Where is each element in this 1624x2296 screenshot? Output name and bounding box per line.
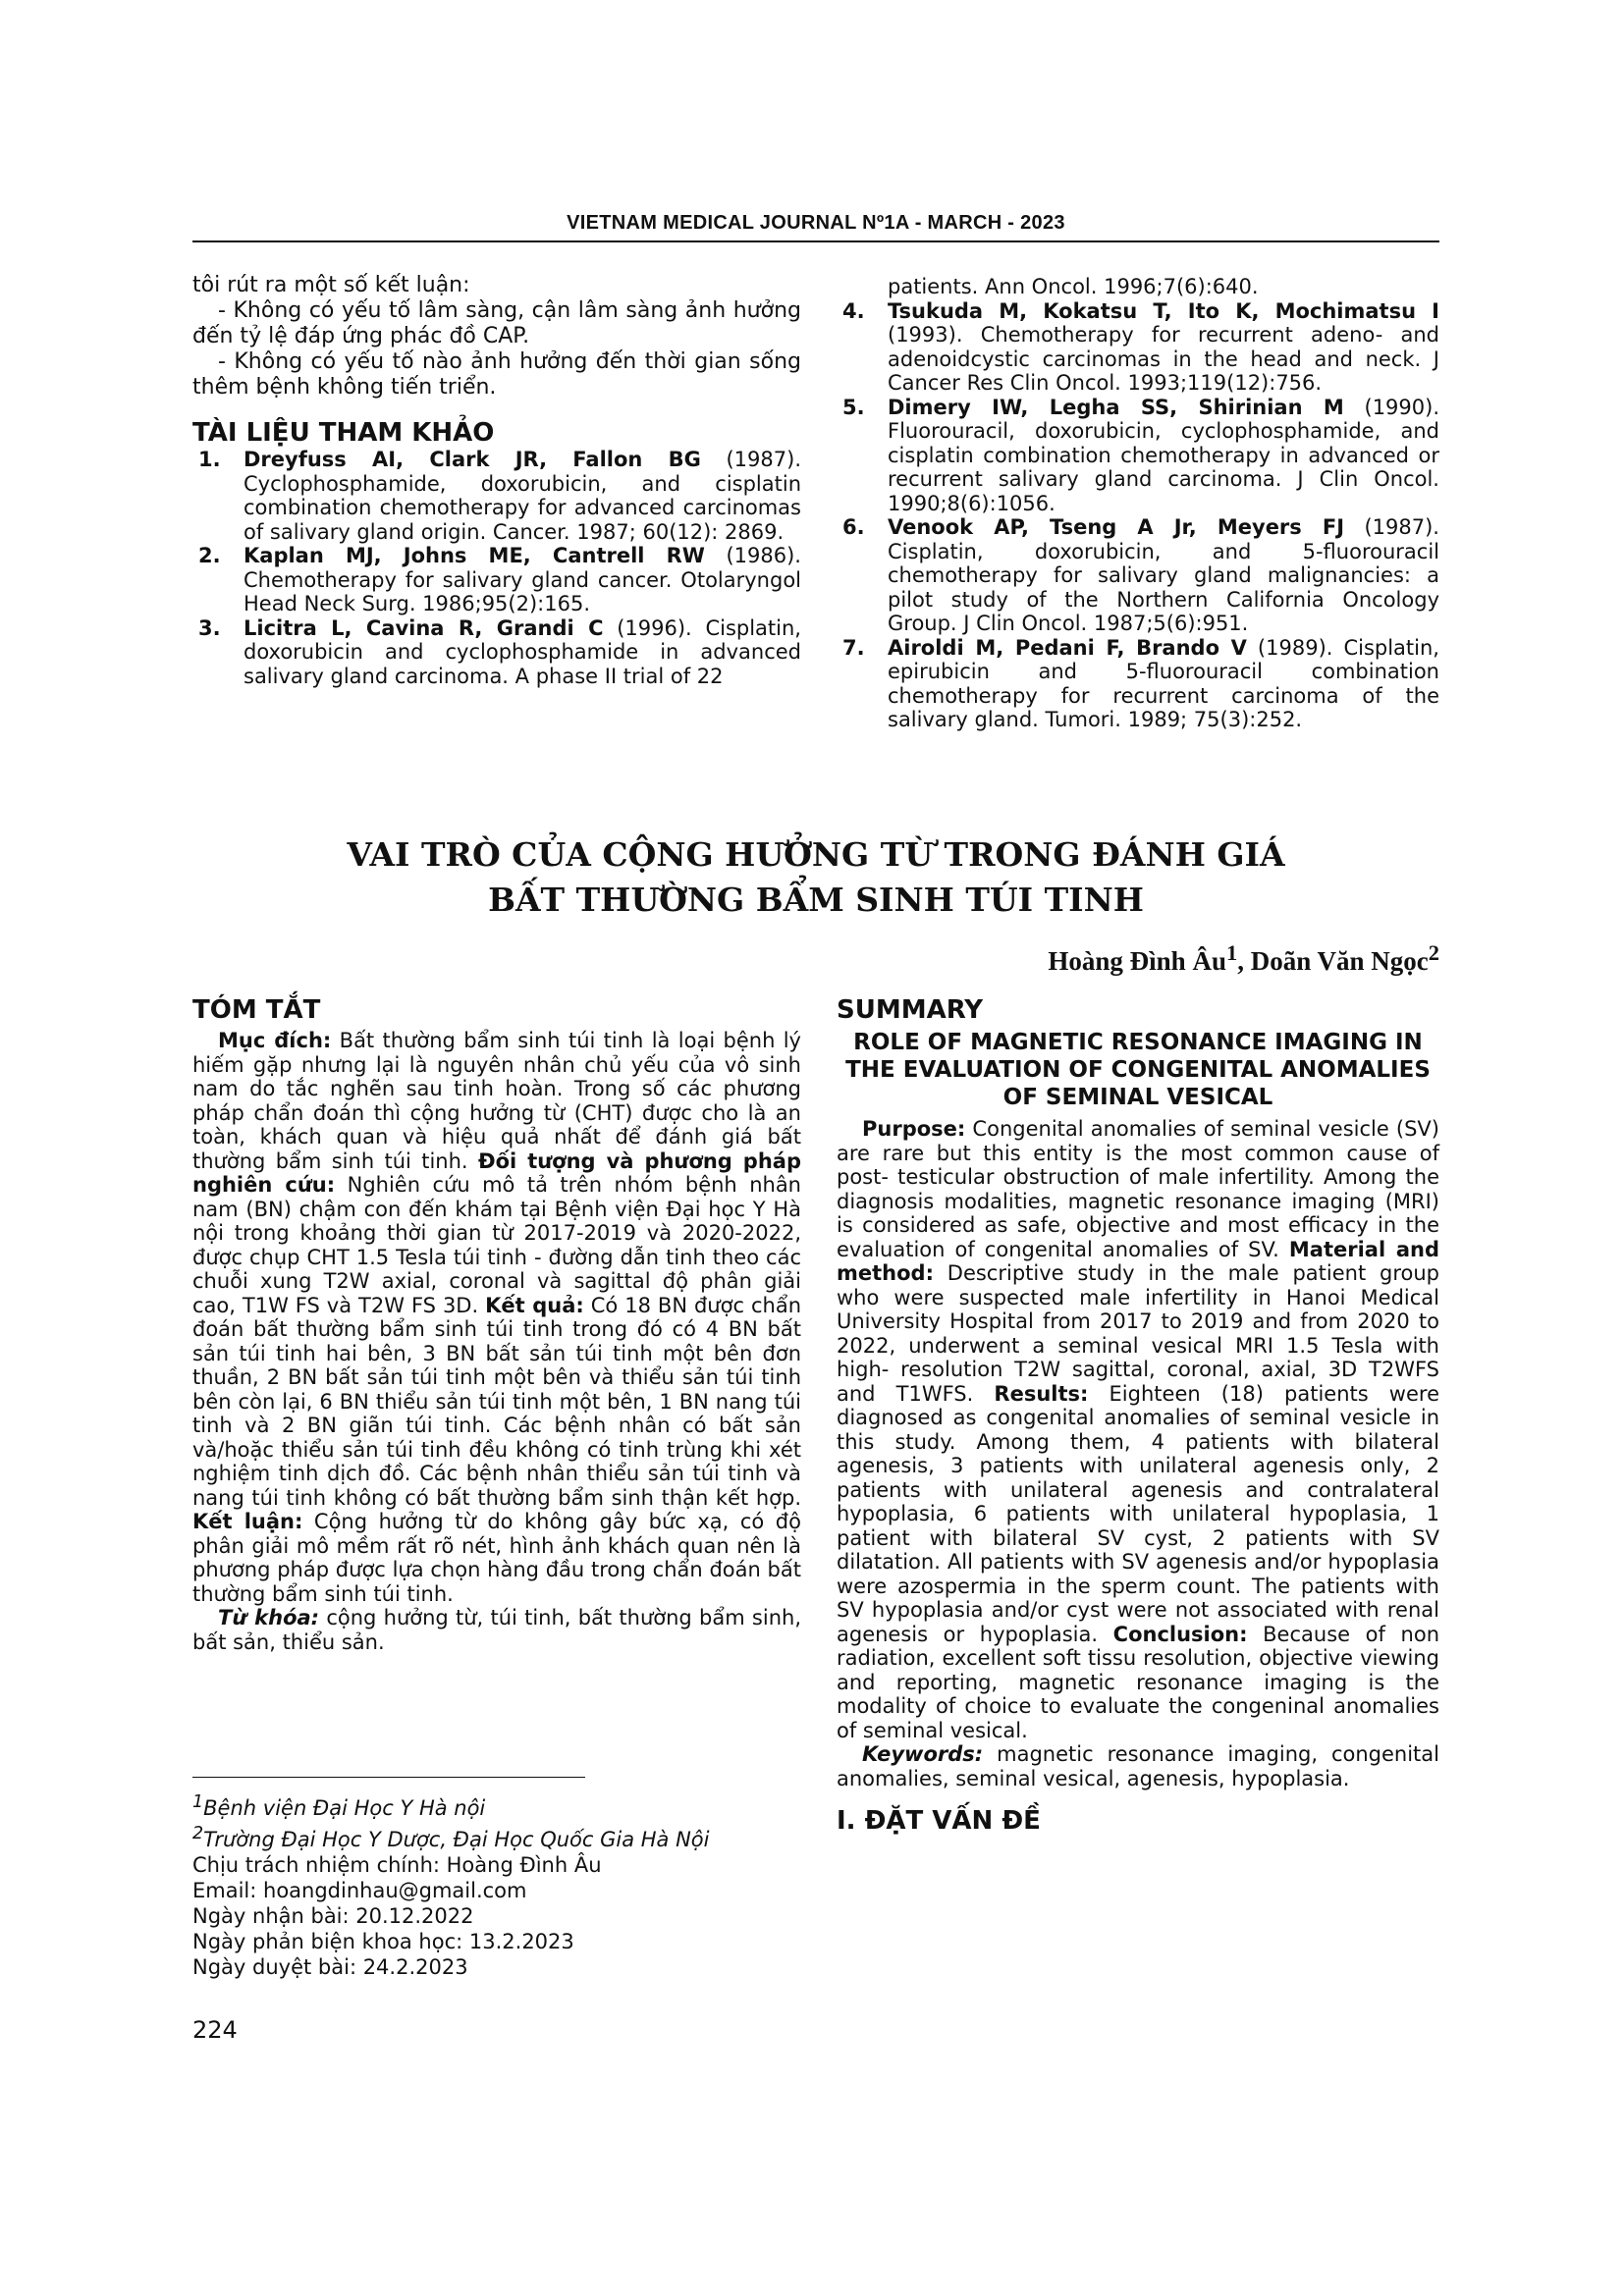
- journal-header: VIETNAM MEDICAL JOURNAL Nº1A - MARCH - 2023: [567, 212, 1065, 234]
- footnote-rule: [192, 1777, 585, 1778]
- reference-item: 7. Airoldi M, Pedani F, Brando V (1989). Cisplatin, epirubicin and 5-fluorouracil combination chemotherapy for recurrent carcinoma of the salivary gland. Tumori. 1989; 75(3):252.: [842, 635, 1439, 731]
- page-number: 224: [192, 2016, 238, 2044]
- conclusion-bullet-1: - Không có yếu tố lâm sàng, cận lâm sàng ảnh hưởng đến tỷ lệ đáp ứng phác đồ CAP.: [192, 298, 801, 348]
- date-received: Ngày nhận bài: 20.12.2022: [192, 1904, 474, 1928]
- reference-item: 4. Tsukuda M, Kokatsu T, Ito K, Mochimatsu I (1993). Chemotherapy for recurrent adeno- and adenoidcystic carcinomas in the head and neck. J Cancer Res Clin Oncol. 1993;119(12):756.: [842, 298, 1439, 395]
- summary-english: [837, 995, 1439, 1836]
- summary-body: Purpose: Congenital anomalies of seminal vesicle (SV) are rare but this entity is the most common cause of post- testicular obstruction of male infertility. Among the diagnosis modalities, magnetic resonance imaging (MRI) is considered as safe, objective and most efficacy in the evaluation of congenital anomalies of SV. Material and method: Descriptive study in the male patient group who were suspected male infertility in Hanoi Medical University Hospital from 2017 to 2019 and from 2020 to 2022, underwent a seminal vesical MRI 1.5 Tesla with high- resolution T2W sagittal, coronal, axial, 3D T2WFS and T1WFS. Results: Eighteen (18) patients were diagnosed as congenital anomalies of seminal vesicle in this study. Among them, 4 patients with bilateral agenesis, 3 patients with unilateral agenesis only, 2 patients with unilateral agenesis and contralateral hypoplasia, 6 patients with unilateral hypoplasia, 1 patient with bilateral SV cyst, 2 patients with SV dilatation. All patients with SV agenesis and/or hypoplasia were azospermia in the sperm count. The patients with SV hypoplasia and/or cyst were not associated with renal agenesis or hypoplasia. Conclusion: Because of non radiation, excellent soft tissu resolution, objective viewing and reporting, magnetic resonance imaging is the modality of choice to evaluate the congeninal anomalies of seminal vesical.: [837, 1117, 1439, 1742]
- summary-keywords: Keywords: magnetic resonance imaging, congenital anomalies, seminal vesical, agenesis, hypoplasia.: [837, 1742, 1439, 1790]
- reference-item: 2. Kaplan MJ, Johns ME, Cantrell RW (1986). Chemotherapy for salivary gland cancer. Otolaryngol Head Neck Surg. 1986;95(2):165.: [198, 544, 801, 615]
- abstract-body: Mục đích: Bất thường bẩm sinh túi tinh là loại bệnh lý hiếm gặp nhưng lại là nguyên nhân chủ yếu của vô sinh nam do tắc nghẽn sau tinh hoàn. Trong số các phương pháp chẩn đoán thì cộng hưởng từ (CHT) được cho là an toàn, khách quan và hiệu quả nhất để đánh giá bất thường bẩm sinh túi tinh. Đối tượng và phương pháp nghiên cứu: Nghiên cứu mô tả trên nhóm bệnh nhân nam (BN) chậm con đến khám tại Bệnh viện Đại học Y Hà nội trong khoảng thời gian từ 2017-2019 và 2020-2022, được chụp CHT 1.5 Tesla túi tinh - đường dẫn tinh theo các chuỗi xung T2W axial, coronal và sagittal độ phân giải cao, T1W FS và T2W FS 3D. Kết quả: Có 18 BN được chẩn đoán bất thường bẩm sinh túi tinh trong đó có 4 BN bất sản túi tinh hai bên, 3 BN bất sản túi tinh một bên đơn thuần, 2 BN bất sản túi tinh một bên và thiểu sản túi tinh bên còn lại, 6 BN thiểu sản túi tinh một bên, 1 BN nang túi tinh và 2 BN giãn túi tinh. Các bệnh nhân có bất sản và/hoặc thiểu sản túi tinh đều không có tinh trùng khi xét nghiệm tinh dịch đồ. Các bệnh nhân thiểu sản túi tinh và nang túi tinh không có bất thường bẩm sinh thận kết hợp. Kết luận: Cộng hưởng từ do không gây bức xạ, có độ phân giải mô mềm rất rõ nét, hình ảnh khách quan nên là phương pháp được lựa chọn hàng đầu trong chẩn đoán bất thường bẩm sinh túi tinh.: [192, 1029, 801, 1606]
- affiliation-2: $^2$Trường Đại Học Y Dược, Đại Học Quốc Gia Hà Nội: [192, 1824, 710, 1851]
- abstract-vietnamese: [192, 995, 801, 1654]
- date-accepted: Ngày duyệt bài: 24.2.2023: [192, 1955, 468, 1979]
- header-rule: [192, 240, 1439, 242]
- article-title: [192, 832, 1439, 923]
- section-1-heading: I. ĐẶT VẤN ĐỀ: [837, 1806, 1041, 1836]
- reference-item: 6. Venook AP, Tseng A Jr, Meyers FJ (1987). Cisplatin, doxorubicin, and 5-fluorouracil chemotherapy for salivary gland malignancies: a pilot study of the Northern California Oncology Group. J Clin Oncol. 1987;5(6):951.: [842, 515, 1439, 635]
- reference-item: 3. Licitra L, Cavina R, Grandi C (1996). Cisplatin, doxorubicin and cyclophosphamide in advanced salivary gland carcinoma. A phase II trial of 22: [198, 615, 801, 688]
- reference-item: 5. Dimery IW, Legha SS, Shirinian M (1990). Fluorouracil, doxorubicin, cyclophosphamide, and cisplatin combination chemotherapy in advanced or recurrent salivary gland carcinoma. J Clin Oncol. 1990;8(6):1056.: [842, 395, 1440, 515]
- abstract-keywords: Từ khóa: cộng hưởng từ, túi tinh, bất thường bẩm sinh, bất sản, thiểu sản.: [192, 1606, 802, 1654]
- article-authors: Hoàng Đình $Âu^1$, Doãn Văn Ngọc$^2$: [1048, 940, 1439, 976]
- references-heading: TÀI LIỆU THAM KHẢO: [192, 418, 495, 448]
- summary-title: ROLE OF MAGNETIC RESONANCE IMAGING IN THE EVALUATION OF CONGENITAL ANOMALIES OF SEMINAL VESICAL: [845, 1030, 1431, 1110]
- previous-article-left-column: [192, 273, 801, 688]
- abstract-heading: TÓM TẮT: [192, 995, 321, 1025]
- corresponding-author: Chịu trách nhiệm chính: Hoàng Đình Âu: [192, 1853, 602, 1877]
- conclusion-intro: tôi rút ra một số kết luận:: [192, 273, 470, 297]
- affiliation-1: $^1$Bệnh viện Đại Học Y Hà nội: [192, 1792, 486, 1820]
- article-title-line-2: BẤT THƯỜNG BẨM SINH TÚI TINH: [488, 881, 1144, 919]
- article-title-line-1: VAI TRÒ CỦA CỘNG HƯỞNG TỪ TRONG ĐÁNH GIÁ: [347, 835, 1285, 874]
- footnotes: [192, 1789, 801, 1980]
- reference-continuation: patients. Ann Oncol. 1996;7(6):640.: [888, 275, 1259, 298]
- summary-heading: SUMMARY: [837, 995, 984, 1025]
- reference-list-left: [192, 448, 801, 688]
- conclusion-bullet-2: - Không có yếu tố nào ảnh hưởng đến thời gian sống thêm bệnh không tiến triển.: [192, 349, 801, 400]
- date-reviewed: Ngày phản biện khoa học: 13.2.2023: [192, 1930, 574, 1953]
- contact-email: Email: hoangdinhau@gmail.com: [192, 1879, 527, 1902]
- reference-item: 1. Dreyfuss AI, Clark JR, Fallon BG (1987). Cyclophosphamide, doxorubicin, and cisplatin combination chemotherapy for advanced carcinomas of salivary gland origin. Cancer. 1987; 60(12): 2869.: [198, 448, 801, 544]
- reference-list-right: [837, 275, 1439, 732]
- previous-article-right-column: [837, 275, 1439, 732]
